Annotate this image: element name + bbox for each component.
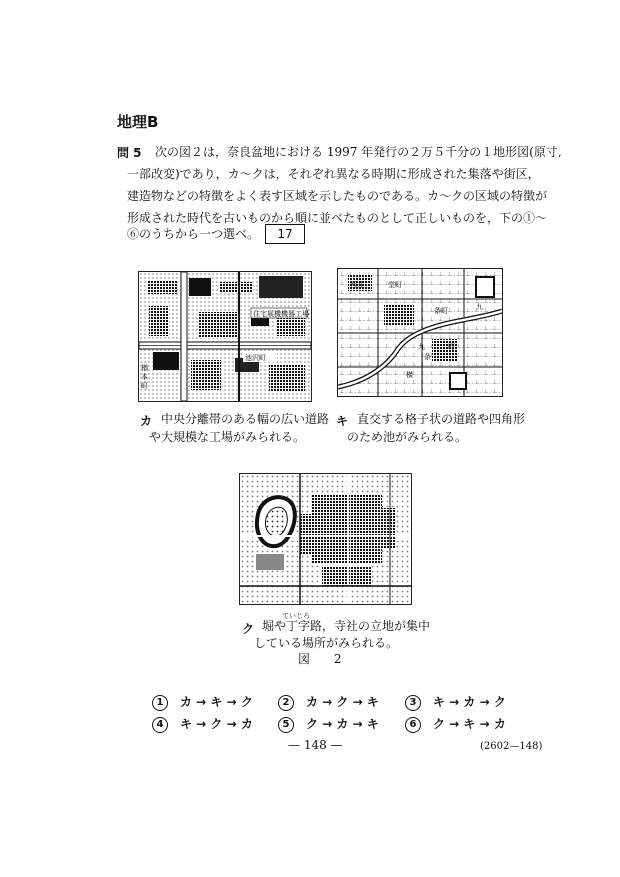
choice-2-number: 2 — [278, 695, 294, 711]
map-ki-text-1: 西井 — [350, 281, 364, 289]
choice-1-number: 1 — [152, 695, 168, 711]
caption-ki-line-2: のため池がみられる。 — [347, 430, 468, 444]
map-ku — [239, 473, 412, 605]
map-ki-text-7: 町 — [448, 343, 455, 351]
choice-4-number: 4 — [152, 717, 168, 733]
map-ki — [337, 268, 503, 397]
answer-number-box: 17 — [265, 224, 305, 244]
choice-3 — [405, 693, 506, 711]
question-line-5: ⑥のうちから一つ選べ。 — [127, 227, 260, 241]
choice-5-text: ク → カ → キ — [306, 717, 379, 731]
choice-2 — [278, 693, 379, 711]
section-title: 地理B — [117, 113, 159, 131]
map-ka — [138, 271, 312, 402]
choice-4-text: キ → ク → カ — [180, 717, 253, 731]
caption-ka-line-1: 中央分離帯のある幅の広い道路 — [161, 412, 330, 426]
choice-6-text: ク → キ → カ — [433, 717, 506, 731]
choice-3-text: キ → カ → ク — [433, 695, 506, 709]
map-ki-text-3: 九 — [476, 303, 483, 311]
choice-2-text: カ → ク → キ — [306, 695, 379, 709]
caption-ki-label: キ — [336, 414, 349, 428]
map-ki-text-4: 条町 — [434, 307, 448, 315]
caption-ku-ruby: ていじろ — [282, 612, 310, 620]
question-line-3: 建造物などの特徴をよく表す区域を示したものである。カ～クの区域の特徴が — [127, 189, 548, 203]
question-line-2: 一部改変)であり，カ～クは，それぞれ異なる時期に形成された集落や街区， — [127, 167, 540, 181]
caption-ku-line-2: している場所がみられる。 — [254, 636, 399, 650]
map-ku-graphic — [240, 474, 411, 604]
question-line-4: 形成された時代を古いものから順に並べたものとして正しいものを，下の①～ — [127, 211, 548, 225]
map-ki-text-8: 横 — [406, 371, 413, 379]
map-ki-text-5: 九 — [418, 343, 425, 351]
choice-5-number: 5 — [278, 717, 294, 733]
choice-5 — [278, 715, 379, 733]
map-ka-text-2: 楢 — [141, 364, 148, 372]
choice-6 — [405, 715, 506, 733]
choice-1 — [152, 693, 253, 711]
caption-ka-label: カ — [140, 414, 153, 428]
map-ka-text-4: 町 — [141, 382, 148, 390]
map-ka-text-1: 住宅展機機器工場 — [253, 310, 309, 318]
choice-3-number: 3 — [405, 695, 421, 711]
map-ki-text-6: 条 — [424, 353, 431, 361]
question-line-1: 次の図２は，奈良盆地における 1997 年発行の２万５千分の１地形図(原寸, — [155, 145, 562, 159]
page-code: (2602—148) — [480, 741, 543, 752]
question-label: 問 5 — [117, 146, 142, 160]
map-ki-text-2: 堂町 — [388, 281, 402, 289]
choice-6-number: 6 — [405, 717, 421, 733]
choice-4 — [152, 715, 253, 733]
page-number: — 148 — — [288, 738, 343, 752]
choice-1-text: カ → キ → ク — [180, 695, 253, 709]
map-ka-text-5: 池沢町 — [245, 354, 266, 362]
caption-ku-line-1: 堀や丁字路，寺社の立地が集中 — [262, 619, 431, 633]
caption-ka-line-2: や大規模な工場がみられる。 — [149, 430, 306, 444]
caption-ku-label: ク — [242, 622, 255, 636]
map-ka-graphic — [139, 272, 311, 401]
map-ki-graphic — [338, 269, 502, 396]
figure-caption: 図 2 — [298, 652, 352, 666]
caption-ki-line-1: 直交する格子状の道路や四角形 — [357, 412, 526, 426]
map-ka-text-3: 本 — [141, 373, 148, 381]
